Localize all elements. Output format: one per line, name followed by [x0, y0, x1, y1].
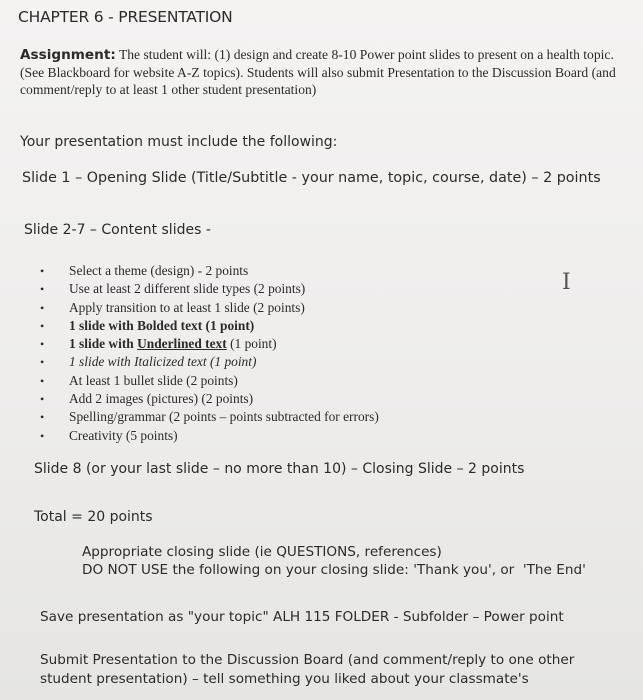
bullet-icon: •	[40, 337, 45, 352]
assignment-label: Assignment:	[20, 47, 116, 63]
bullet-text: At least 1 bullet slide (2 points)	[69, 372, 238, 388]
closing-slide-note	[82, 544, 586, 579]
list-item	[40, 372, 379, 390]
bullet-icon: •	[40, 373, 45, 388]
bullet-text: Add 2 images (pictures) (2 points)	[69, 391, 254, 407]
bullet-icon: •	[40, 300, 45, 315]
list-item	[40, 390, 379, 408]
bullet-icon: •	[40, 392, 45, 407]
bullet-text: 1 slide with	[69, 336, 138, 352]
list-item	[40, 317, 379, 335]
assignment-paragraph	[20, 46, 620, 98]
closing-note-line-1: Appropriate closing slide (ie QUESTIONS, references)	[82, 544, 442, 560]
bullet-text: Creativity (5 points)	[69, 427, 178, 443]
bullet-text: Use at least 2 different slide types (2 points)	[69, 281, 306, 297]
slide-2-7-requirement: Slide 2-7 – Content slides -	[24, 222, 211, 238]
bullet-icon: •	[40, 264, 45, 278]
save-instructions: Save presentation as "your topic" ALH 115 FOLDER - Subfolder – Power point	[40, 609, 564, 625]
bullet-text: 1 slide with Bolded text (1 point)	[69, 317, 255, 333]
must-include-heading: Your presentation must include the following:	[20, 134, 338, 150]
text-cursor-icon: I	[562, 270, 571, 295]
bullet-icon: •	[40, 428, 45, 443]
bullet-text: Spelling/grammar (2 points – points subtracted for errors)	[69, 409, 379, 425]
list-item	[40, 262, 379, 280]
bullet-icon: •	[40, 318, 45, 333]
chapter-title: CHAPTER 6 - PRESENTATION	[18, 8, 233, 26]
slide-8-requirement: Slide 8 (or your last slide – no more than 10) – Closing Slide – 2 points	[34, 461, 525, 477]
bullet-text: 1 slide with Italicized text (1 point)	[69, 354, 257, 370]
list-item	[40, 299, 379, 317]
list-item	[40, 335, 379, 353]
total-points: Total = 20 points	[34, 509, 153, 525]
list-item	[40, 408, 379, 426]
content-slide-bullet-list	[40, 262, 379, 445]
closing-note-line-2: DO NOT USE the following on your closing slide: 'Thank you', or 'The End'	[82, 561, 586, 578]
bullet-icon: •	[40, 282, 45, 297]
bullet-text: (1 point)	[226, 336, 277, 352]
bullet-icon: •	[40, 355, 45, 370]
bullet-text: Select a theme (design) - 2 points	[69, 263, 249, 278]
list-item	[40, 353, 379, 371]
assignment-text: The student will: (1) design and create 8-10 Power point slides to present on a health topic. (See Blackboard for website A-Z topics). Students will also submit Presentation to the Discussion Board (and comment/reply to at least 1 other student presentation)	[20, 47, 616, 97]
underlined-text: Underlined text	[137, 336, 227, 352]
bullet-text: Apply transition to at least 1 slide (2 points)	[69, 299, 305, 315]
slide-1-requirement: Slide 1 – Opening Slide (Title/Subtitle - your name, topic, course, date) – 2 points	[22, 170, 601, 186]
bullet-icon: •	[40, 410, 45, 425]
list-item	[40, 280, 379, 298]
list-item	[40, 427, 379, 445]
submit-instructions: Submit Presentation to the Discussion Board (and comment/reply to one other student presentation) – tell something you liked about your classmate's	[40, 652, 575, 687]
